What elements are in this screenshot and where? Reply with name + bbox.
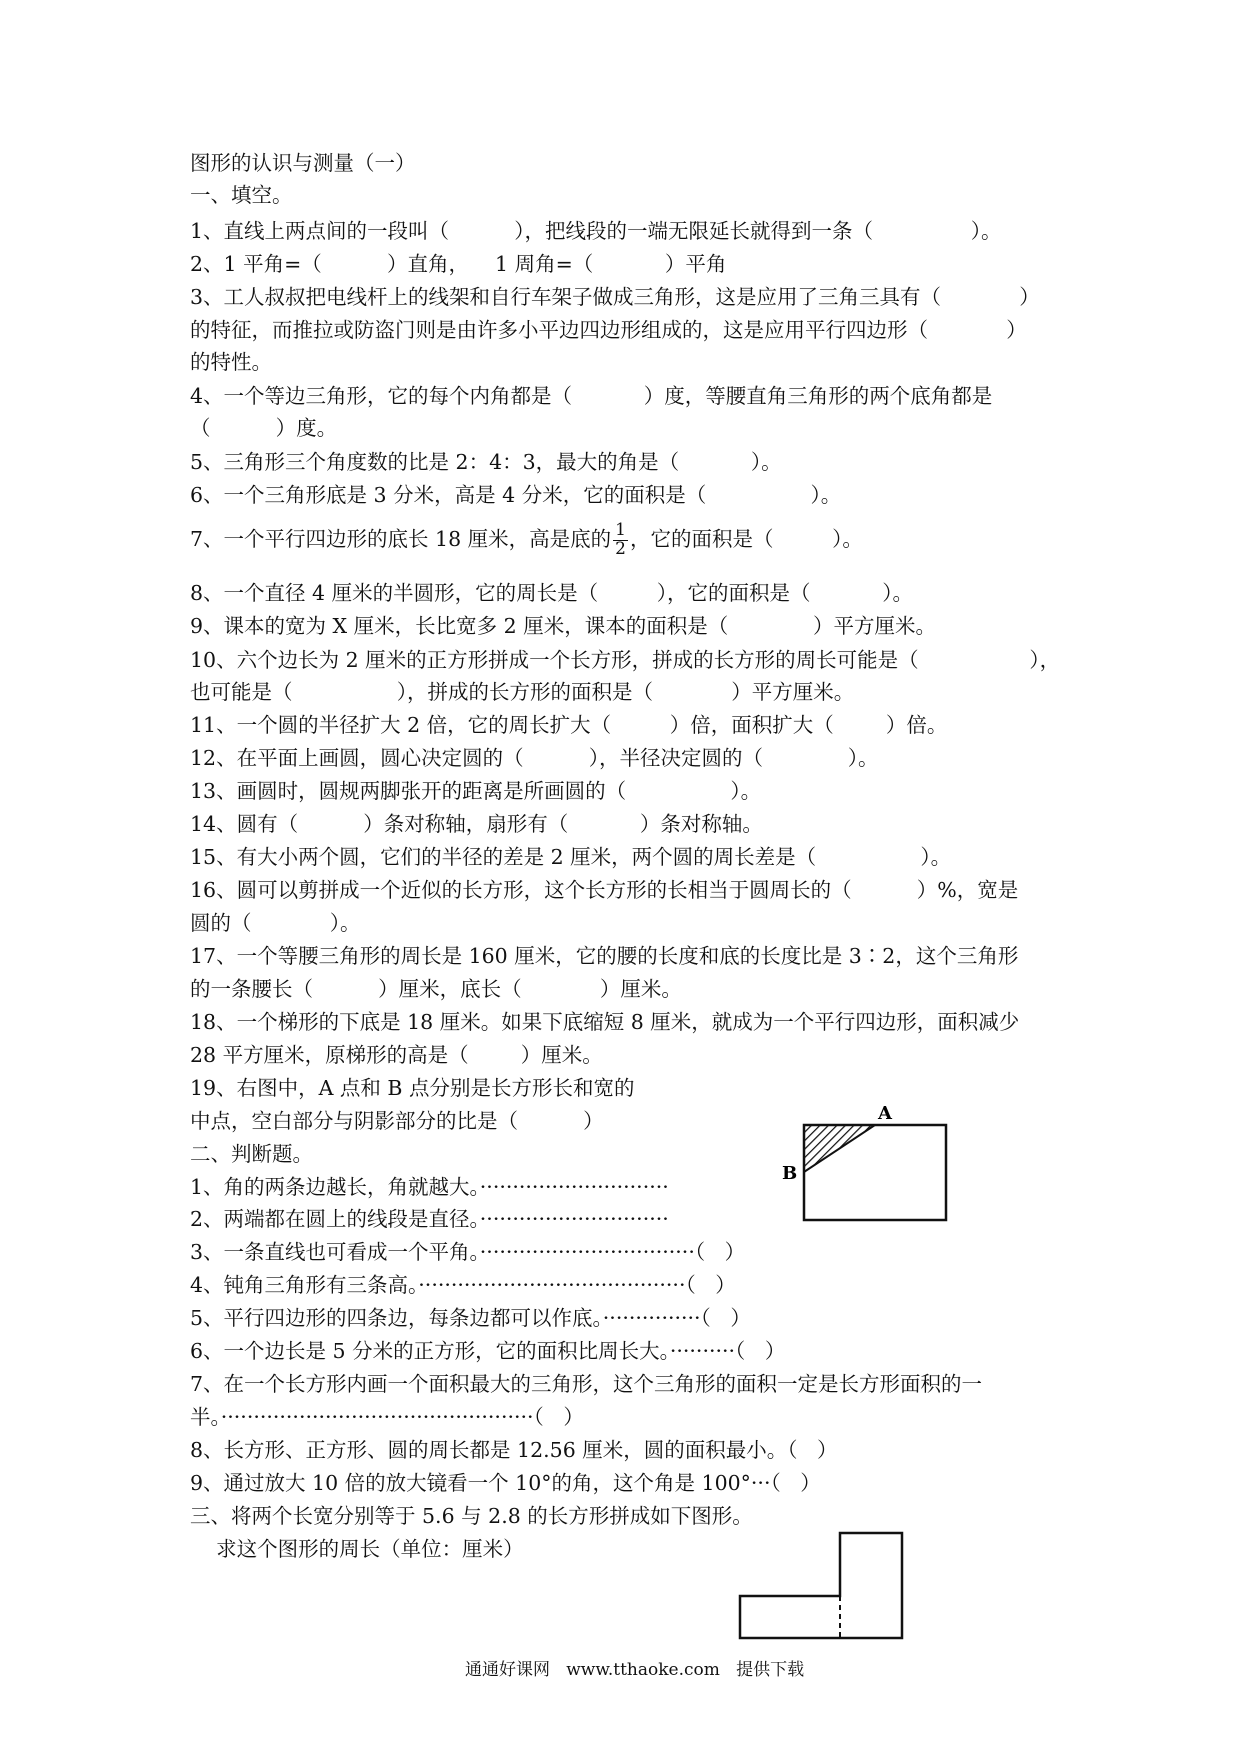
question-17-line-1: 17、一个等腰三角形的周长是 160 厘米，它的腰的长度和底的长度比是 3∶2，这个三角形 — [190, 944, 1019, 968]
question-1: 1、直线上两点间的一段叫（ ），把线段的一端无限延长就得到一条（ ）。 — [190, 219, 1002, 243]
question-11: 11、一个圆的半径扩大 2 倍，它的周长扩大（ ）倍，面积扩大（ ）倍。 — [190, 713, 948, 737]
question-2: 2、1 平角=（ ）直角， 1 周角=（ ）平角 — [190, 252, 727, 276]
judgment-2: 2、两端都在圆上的线段是直径。····························· — [190, 1207, 669, 1231]
question-8: 8、一个直径 4 厘米的半圆形，它的周长是（ ），它的面积是（ ）。 — [190, 581, 913, 605]
question-7-text-b: ，它的面积是（ ）。 — [630, 526, 863, 551]
figure-rectangle-shaded-triangle — [780, 1105, 960, 1230]
question-19-line-2: 中点，空白部分与阴影部分的比是（ ） — [190, 1109, 604, 1133]
question-14: 14、圆有（ ）条对称轴，扇形有（ ）条对称轴。 — [190, 812, 763, 836]
question-18-line-1: 18、一个梯形的下底是 18 厘米。如果下底缩短 8 厘米，就成为一个平行四边形，面积减少 — [190, 1010, 1020, 1034]
section-3-subheading: 求这个图形的周长（单位：厘米） — [190, 1537, 524, 1561]
question-6: 6、一个三角形底是 3 分米，高是 4 分米，它的面积是（ ）。 — [190, 483, 842, 507]
judgment-5: 5、平行四边形的四条边，每条边都可以作底。···············（ ） — [190, 1306, 751, 1330]
question-3-line-3: 的特性。 — [190, 350, 272, 374]
question-19-line-1: 19、右图中，A 点和 B 点分别是长方形长和宽的 — [190, 1076, 635, 1100]
question-4-line-2: （ ）度。 — [190, 416, 338, 440]
question-3-line-1: 3、工人叔叔把电线杆上的线架和自行车架子做成三角形，这是应用了三角三具有（ ） — [190, 285, 1040, 309]
question-17-line-2: 的一条腰长（ ）厘米，底长（ ）厘米。 — [190, 977, 682, 1001]
label-b: B — [782, 1163, 798, 1184]
fraction-one-half — [613, 522, 628, 559]
shaded-triangle — [804, 1125, 875, 1172]
judgment-9: 9、通过放大 10 倍的放大镜看一个 10°的角，这个角是 100°···（ ） — [190, 1471, 821, 1495]
judgment-7-line-2: 半。················································（ ） — [190, 1405, 584, 1429]
figure-two-rectangles — [735, 1530, 930, 1640]
question-5: 5、三角形三个角度数的比是 2：4：3，最大的角是（ ）。 — [190, 450, 782, 474]
fraction-denominator: 2 — [615, 538, 626, 559]
question-15: 15、有大小两个圆，它们的半径的差是 2 厘米，两个圆的周长差是（ ）。 — [190, 845, 952, 869]
section-3-heading: 三、将两个长宽分别等于 5.6 与 2.8 的长方形拼成如下图形。 — [190, 1504, 753, 1528]
judgment-4: 4、钝角三角形有三条高。·········································（ ） — [190, 1273, 736, 1297]
worksheet-title: 图形的认识与测量（一） — [190, 151, 416, 175]
question-18-line-2: 28 平方厘米，原梯形的高是（ ）厘米。 — [190, 1043, 603, 1067]
judgment-6: 6、一个边长是 5 分米的正方形，它的面积比周长大。··········（ ） — [190, 1339, 786, 1363]
label-a: A — [878, 1105, 892, 1124]
question-13: 13、画圆时，圆规两脚张开的距离是所画圆的（ ）。 — [190, 779, 762, 803]
judgment-7-line-1: 7、在一个长方形内画一个面积最大的三角形，这个三角形的面积一定是长方形面积的一 — [190, 1372, 983, 1396]
question-7-text-a: 7、一个平行四边形的底长 18 厘米，高是底的 — [190, 526, 612, 551]
question-10-line-1: 10、六个边长为 2 厘米的正方形拼成一个长方形，拼成的长方形的周长可能是（ ）， — [190, 648, 1061, 672]
question-16-line-1: 16、圆可以剪拼成一个近似的长方形，这个长方形的长相当于圆周长的（ ）%，宽是 — [190, 878, 1019, 902]
question-16-line-2: 圆的（ ）。 — [190, 911, 361, 935]
judgment-8: 8、长方形、正方形、圆的周长都是 12.56 厘米，圆的面积最小。（ ） — [190, 1438, 838, 1462]
question-3-line-2: 的特征，而推拉或防盗门则是由许多小平边四边形组成的，这是应用平行四边形（ ） — [190, 318, 1027, 342]
question-12: 12、在平面上画圆，圆心决定圆的（ ），半径决定圆的（ ）。 — [190, 746, 879, 770]
question-4-line-1: 4、一个等边三角形，它的每个内角都是（ ）度，等腰直角三角形的两个底角都是 — [190, 384, 993, 408]
footer-credit: 通通好课网 www.tthaoke.com 提供下载 — [465, 1660, 805, 1680]
figure-outline — [740, 1533, 902, 1638]
judgment-1: 1、角的两条边越长，角就越大。····························· — [190, 1175, 669, 1199]
judgment-3: 3、一条直线也可看成一个平角。·································（ ） — [190, 1240, 746, 1264]
fraction-numerator: 1 — [615, 520, 626, 540]
section-1-heading: 一、填空。 — [190, 183, 293, 207]
question-7 — [190, 522, 863, 559]
question-10-line-2: 也可能是（ ），拼成的长方形的面积是（ ）平方厘米。 — [190, 680, 855, 704]
question-9: 9、课本的宽为 X 厘米，长比宽多 2 厘米，课本的面积是（ ）平方厘米。 — [190, 614, 936, 638]
section-2-heading: 二、判断题。 — [190, 1142, 313, 1166]
